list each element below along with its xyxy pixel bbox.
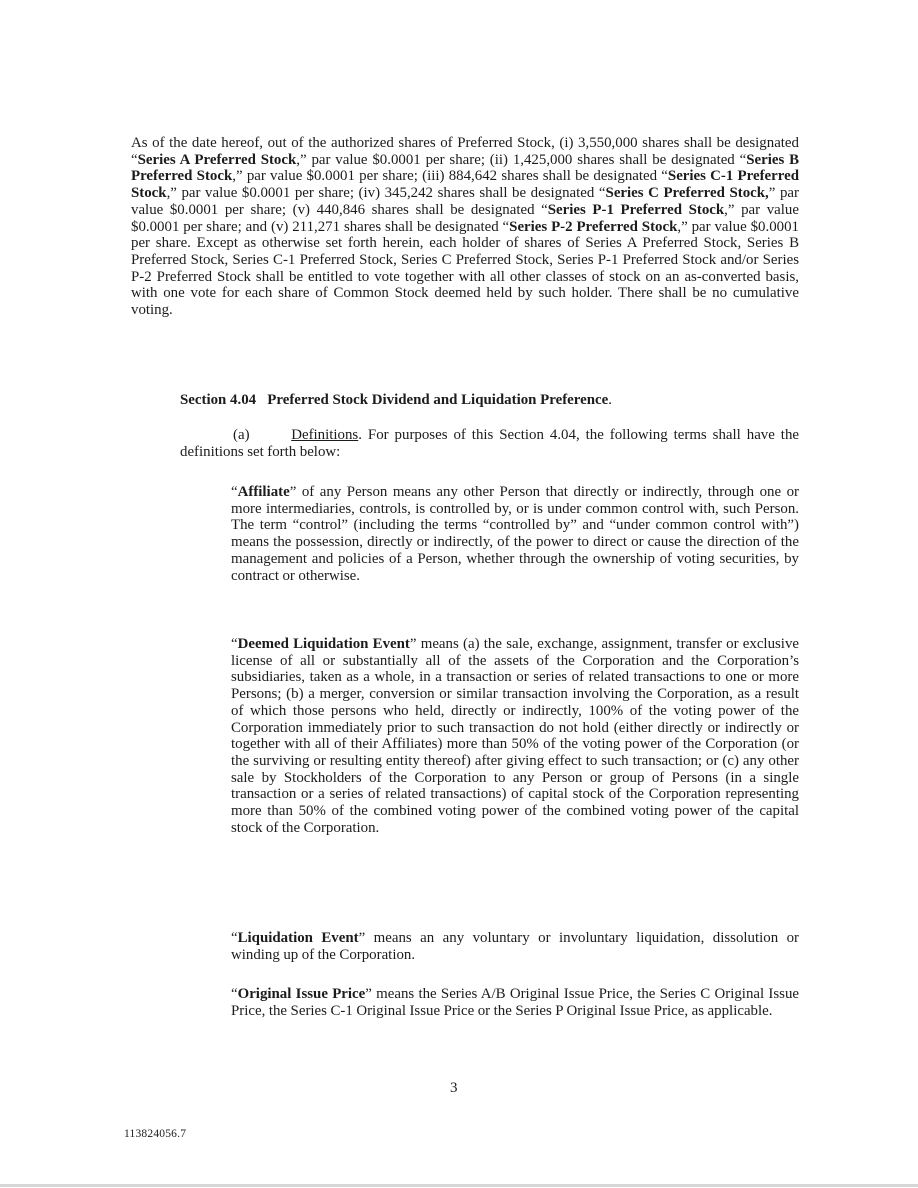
definition-deemed-liquidation-event: “Deemed Liquidation Event” means (a) the sale, exchange, assignment, transfer or exclusive license of all or substantially all of the assets of the Corporation and the Corporation’s subsidiaries, taken as a whole, in a transaction or series of related transactions to one or more Persons; (b) a merger, conversion or similar transaction involving the Corporation, as a result of which those persons who held, directly or indirectly, 100% of the voting power of the Corporation immediately prior to such transaction do not hold (either directly or indirectly or together with all of their Affiliates) more than 50% of the voting power of the Corporation (or the surviving or resulting entity thereof) after giving effect to such transaction; or (c) any other sale by Stockholders of the Corporation to any Person or group of Persons (in a single transaction or a series of related transactions) of capital stock of the Corporation representing more than 50% of the combined voting power of the combined voting power of the capital stock of the Corporation. xyxy=(231,636,800,836)
defined-term: Affiliate xyxy=(237,484,290,500)
defined-term: Original Issue Price xyxy=(237,986,366,1002)
text-run: . For purposes of this Section 4.04, the following terms shall have the definitions set forth below: xyxy=(180,427,800,460)
document-id: 113824056.7 xyxy=(124,1128,187,1140)
section-heading xyxy=(180,392,800,409)
defined-term-series-c: Series C Preferred Stock, xyxy=(605,185,769,202)
definition-text: of any Person means any other Person that directly or indirectly, through one or more intermediaries, controls, is controlled by, or is under common control with, such Person. The term “control” (including the terms “controlled by” and “under common control with”) means the possession, directly or indirectly, of the power to direct or cause the direction of the management and policies of a Person, whether through the ownership of voting securities, by contract or otherwise. xyxy=(231,484,799,584)
definition-text: means (a) the sale, exchange, assignment, transfer or exclusive license of all or substantially all of the assets of the Corporation and the Corporation’s subsidiaries, taken as a whole, in a transaction or series of related transactions to one or more Persons; (b) a merger, conversion or similar transaction involving the Corporation, as a result of which those persons who held, directly or indirectly, 100% of the voting power of the Corporation immediately prior to such transaction do not hold (either directly or indirectly or together with all of their Affiliates) more than 50% of the voting power of the Corporation (or the surviving or resulting entity thereof) after giving effect to such transaction; or (c) any other sale by Stockholders of the Corporation to any Person or group of Persons (in a single transaction or a series of related transactions) of capital stock of the Corporation representing more than 50% of the combined voting power of the combined voting power of the capital stock of the Corporation. xyxy=(231,636,800,836)
defined-term-series-a: Series A Preferred Stock xyxy=(137,151,297,168)
subsection-title: Definitions xyxy=(291,427,359,443)
defined-term-series-b: Series B Preferred Stock xyxy=(131,151,800,185)
text-run: ,” par value $0.0001 per share; (iv) 345,242 shares shall be designated “ xyxy=(166,185,606,202)
subsection-marker: (a) xyxy=(233,427,292,443)
preferred-stock-designation-paragraph xyxy=(131,135,799,319)
section-heading-period: . xyxy=(608,392,612,408)
defined-term-series-c1: Series C-1 Preferred Stock xyxy=(131,168,800,202)
page-number: 3 xyxy=(450,1080,458,1096)
text-run: As of the date hereof, out of the authorized shares of Preferred Stock, (i) 3,550,000 shares shall be designated “ xyxy=(131,135,799,168)
page-bottom-edge xyxy=(0,1184,918,1187)
definition-affiliate: “Affiliate” of any Person means any other Person that directly or indirectly, through one or more intermediaries, controls, is controlled by, or is under common control with, such Person. The term “control” (including the terms “controlled by” and “under common control with”) means the possession, directly or indirectly, of the power to direct or cause the direction of the management and policies of a Person, whether through the ownership of voting securities, by contract or otherwise. xyxy=(231,484,799,584)
text-run: ,” par value $0.0001 per share; (ii) 1,425,000 shares shall be designated “ xyxy=(296,151,747,168)
text-run: ” par value $0.0001 per share; (v) 440,846 shares shall be designated “ xyxy=(131,185,799,218)
text-run: ,” par value $0.0001 per share; and (v) 211,271 shares shall be designated “ xyxy=(131,201,799,235)
defined-term-series-p2: Series P-2 Preferred Stock xyxy=(509,218,678,235)
definition-original-issue-price: “Original Issue Price” means the Series A/B Original Issue Price, the Series C Original Issue Price, the Series C-1 Original Issue Price or the Series P Original Issue Price, as applicable. xyxy=(231,986,800,1019)
definition-text: means an any voluntary or involuntary liquidation, dissolution or winding up of the Corporation. xyxy=(231,930,799,963)
text-run: ,” par value $0.0001 per share. Except as otherwise set forth herein, each holder of shares of Series A Preferred Stock, Series B Preferred Stock, Series C-1 Preferred Stock, Series C Preferred Stock, Series P-1 Preferred Stock and/or Series P-2 Preferred Stock shall be entitled to vote together with all other classes of stock on an as-converted basis, with one vote for each share of Common Stock deemed held by such holder. There shall be no cumulative voting. xyxy=(131,218,800,319)
section-heading-text: Section 4.04 Preferred Stock Dividend and Liquidation Preference xyxy=(180,392,609,408)
defined-term: Deemed Liquidation Event xyxy=(237,636,410,652)
definition-text: means the Series A/B Original Issue Price, the Series C Original Issue Price, the Series C-1 Original Issue Price or the Series P Original Issue Price, as applicable. xyxy=(231,986,800,1019)
defined-term: Liquidation Event xyxy=(237,930,359,946)
text-run: ,” par value $0.0001 per share; (iii) 884,642 shares shall be designated “ xyxy=(232,168,668,185)
definition-liquidation-event: “Liquidation Event” means an any voluntary or involuntary liquidation, dissolution or winding up of the Corporation. xyxy=(231,930,799,963)
defined-term-series-p1: Series P-1 Preferred Stock xyxy=(547,201,725,218)
definitions-intro-paragraph xyxy=(180,427,799,460)
